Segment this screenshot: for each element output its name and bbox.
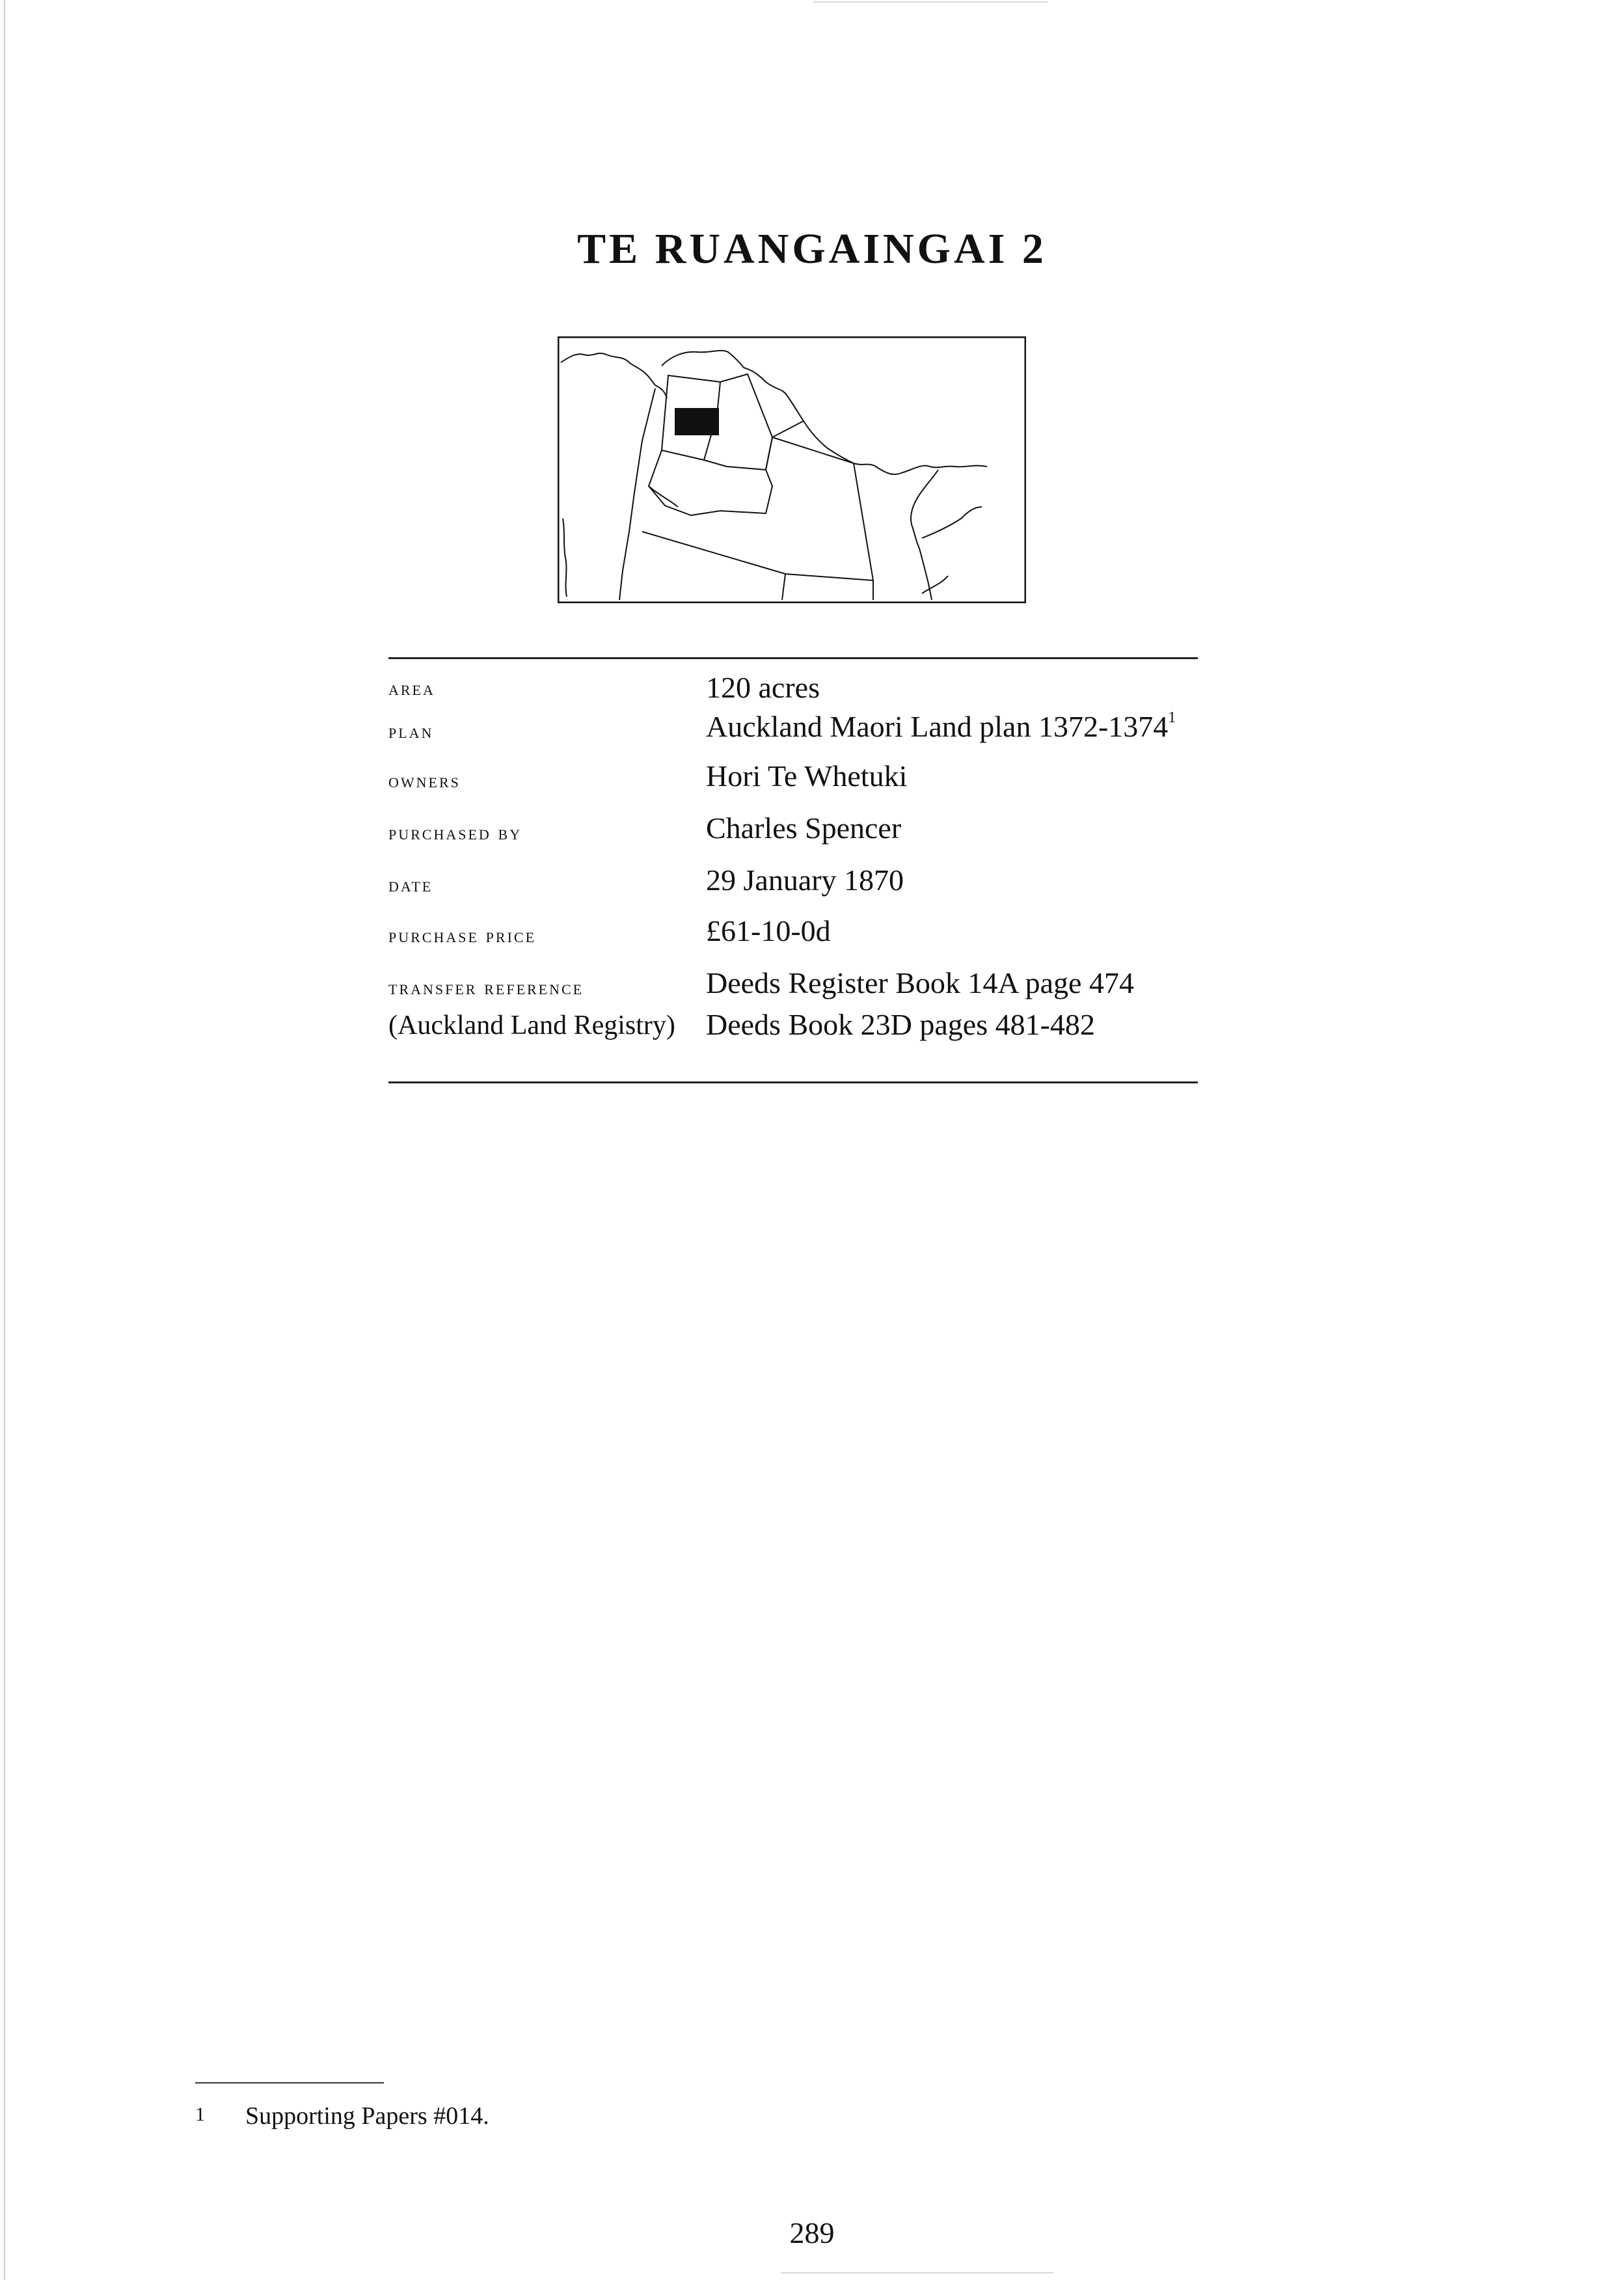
scan-top-mark <box>813 1 1048 3</box>
footnote-reference: 1 <box>1168 709 1176 726</box>
detail-value: Hori Te Whetuki <box>706 759 908 793</box>
detail-label: area <box>388 677 435 699</box>
page-number: 289 <box>789 2216 835 2249</box>
footnote-number: 1 <box>195 2104 205 2125</box>
table-bottom-rule <box>388 1081 1198 1083</box>
detail-value: 120 acres <box>706 671 820 704</box>
detail-label: purchase price <box>388 924 537 947</box>
location-map <box>558 336 1026 603</box>
detail-label: (Auckland Land Registry) <box>388 1011 675 1040</box>
detail-label: plan <box>388 720 434 742</box>
detail-value: Deeds Book 23D pages 481-482 <box>706 1008 1095 1041</box>
page-title: TE RUANGAINGAI 2 <box>577 225 1047 273</box>
scan-bottom-mark <box>781 2272 1054 2273</box>
plan-value-text: Auckland Maori Land plan 1372-1374 <box>706 710 1169 743</box>
detail-value: £61-10-0d <box>706 914 831 947</box>
footnote-rule <box>195 2082 384 2083</box>
detail-value: Deeds Register Book 14A page 474 <box>706 966 1134 999</box>
detail-label: owners <box>388 769 461 792</box>
detail-value <box>706 709 1176 744</box>
detail-value: 29 January 1870 <box>706 863 904 897</box>
footnote-text: Supporting Papers #014. <box>245 2102 489 2130</box>
detail-value: Charles Spencer <box>706 811 902 845</box>
detail-label: date <box>388 873 433 896</box>
scan-left-edge <box>4 0 5 2280</box>
table-top-rule <box>388 657 1198 659</box>
detail-label: purchased by <box>388 821 522 844</box>
detail-label: transfer reference <box>388 976 584 999</box>
